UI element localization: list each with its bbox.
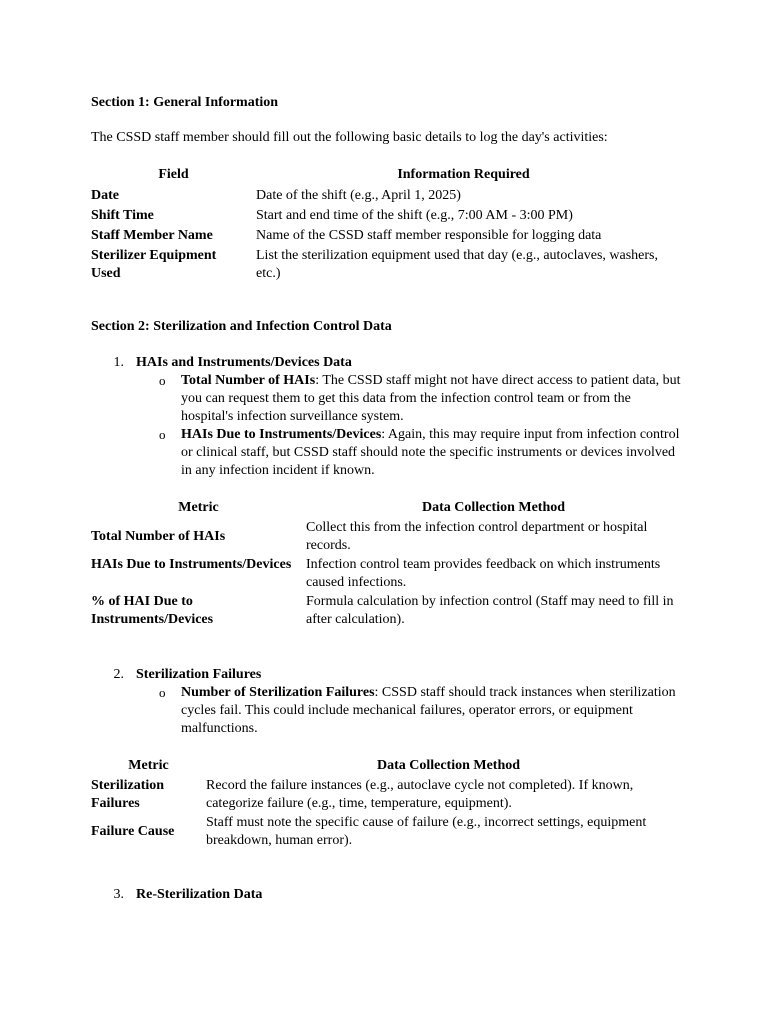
table-cell-method: Staff must note the specific cause of failure (e.g., incorrect settings, equipment breakdown, human error).: [206, 815, 647, 848]
table-header-metric: Metric: [128, 758, 169, 773]
table-row: [91, 225, 671, 245]
bullet-term: Number of Sterilization Failures: [181, 685, 375, 700]
table-cell-metric: Total Number of HAIs: [91, 529, 226, 544]
table-header-method: Data Collection Method: [376, 758, 521, 773]
table-cell-field: Date: [91, 188, 119, 203]
bullet-term: Total Number of HAIs: [181, 373, 316, 388]
bullet-body: : CSSD staff should track instances when sterilization cycles fail. This could include mechanical failures, operator errors, or equipment malfunctions.: [181, 685, 676, 736]
bullet-marker: o: [159, 427, 166, 442]
table-row: [91, 205, 671, 225]
general-info-table: [91, 166, 671, 283]
section2-heading: Section 2: Sterilization and Infection Control Data: [91, 319, 392, 334]
table-row: [91, 245, 671, 283]
table-cell-info: Date of the shift (e.g., April 1, 2025): [256, 188, 461, 203]
section1-intro: The CSSD staff member should fill out the following basic details to log the day's activities:: [91, 130, 608, 145]
failure-metrics-table: [91, 757, 691, 850]
table-cell-metric: HAIs Due to Instruments/Devices: [91, 557, 292, 572]
table-cell-method: Infection control team provides feedback on which instruments caused infections.: [306, 557, 661, 590]
table-cell-field: Staff Member Name: [91, 228, 213, 243]
bullet-body: : Again, this may require input from infection control or clinical staff, but CSSD staff should note the specific instruments or devices involved in any infection incident if known.: [181, 427, 680, 478]
list-number: 2.: [113, 667, 124, 682]
bullet-marker: o: [159, 373, 166, 388]
table-row: [91, 813, 691, 850]
list-number: 1.: [113, 355, 124, 370]
bullet-text: [181, 426, 681, 480]
table-cell-method: Collect this from the infection control department or hospital records.: [306, 520, 648, 553]
table-header-field: Field: [158, 167, 189, 182]
table-row: [91, 775, 691, 813]
bullet-body: : The CSSD staff might not have direct access to patient data, but you can request them to get this data from the infection control team or from the hospital's infection surveillance system.: [181, 373, 681, 424]
table-cell-info: Start and end time of the shift (e.g., 7:00 AM - 3:00 PM): [256, 208, 573, 223]
table-header-method: Data Collection Method: [421, 500, 566, 515]
list-number: 3.: [113, 887, 124, 902]
table-cell-metric: Sterilization Failures: [91, 778, 165, 811]
bullet-text: [181, 372, 681, 426]
item-title: Sterilization Failures: [136, 667, 262, 682]
table-row: [91, 592, 681, 629]
table-cell-metric: % of HAI Due to Instruments/Devices: [91, 594, 214, 627]
table-cell-info: List the sterilization equipment used that day (e.g., autoclaves, washers, etc.): [256, 248, 658, 281]
hai-metrics-table: [91, 499, 681, 629]
table-header-metric: Metric: [178, 500, 219, 515]
table-cell-field: Sterilizer Equipment Used: [91, 248, 217, 281]
table-row: [91, 185, 671, 205]
item-title: Re-Sterilization Data: [136, 887, 263, 902]
section1-heading: Section 1: General Information: [91, 95, 279, 110]
table-row: [91, 517, 681, 555]
table-header-info: Information Required: [397, 167, 530, 182]
table-header-row: [91, 166, 671, 185]
table-header-row: [91, 499, 681, 517]
item-title: HAIs and Instruments/Devices Data: [136, 355, 352, 370]
table-header-row: [91, 757, 691, 775]
bullet-marker: o: [159, 685, 166, 700]
table-cell-metric: Failure Cause: [91, 824, 175, 839]
bullet-text: [181, 684, 681, 738]
table-cell-field: Shift Time: [91, 208, 154, 223]
table-row: [91, 555, 681, 592]
table-cell-method: Record the failure instances (e.g., autoclave cycle not completed). If known, categorize failure (e.g., time, temperature, equipment).: [206, 778, 634, 811]
bullet-term: HAIs Due to Instruments/Devices: [181, 427, 382, 442]
table-cell-method: Formula calculation by infection control (Staff may need to fill in after calculation).: [306, 594, 674, 627]
table-cell-info: Name of the CSSD staff member responsible for logging data: [256, 228, 602, 243]
